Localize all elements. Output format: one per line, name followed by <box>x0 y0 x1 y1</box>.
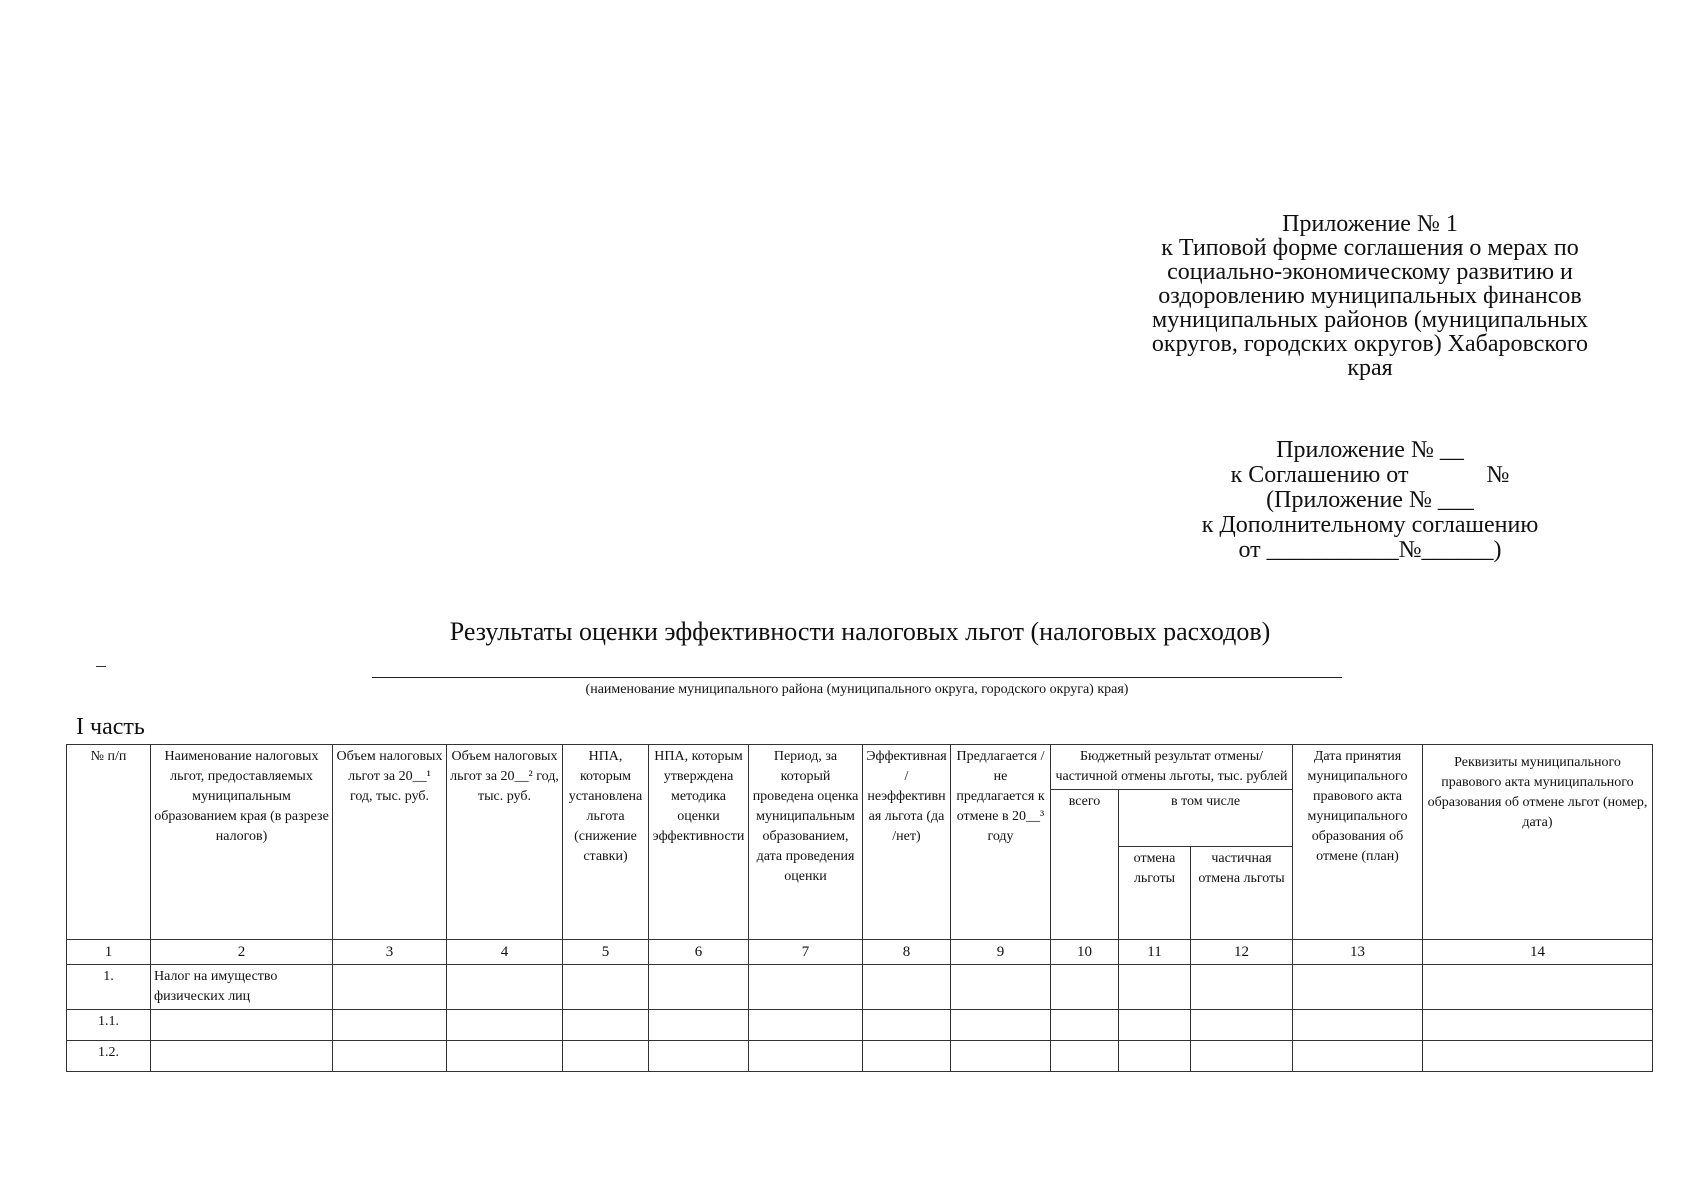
table-cell <box>1119 965 1191 1010</box>
table-cell <box>1051 965 1119 1010</box>
agreement-header <box>1140 438 1600 563</box>
table-cell <box>749 1041 863 1072</box>
agreement-line: к Дополнительному соглашению <box>1201 512 1539 538</box>
column-number: 3 <box>333 940 447 965</box>
table-cell <box>1423 965 1653 1010</box>
appendix-line: социально-экономическому развитию и <box>1167 259 1573 285</box>
header-col-npa-method: НПА, которым утверждена методика оценки эффективности <box>649 745 749 940</box>
appendix-line: округов, городских округов) Хабаровского <box>1151 331 1589 357</box>
table-cell <box>863 1010 951 1041</box>
header-col-effective: Эффективная / неэффективная льгота (да /нет) <box>863 745 951 940</box>
column-number: 14 <box>1423 940 1653 965</box>
table-cell <box>749 1010 863 1041</box>
table-cell <box>563 1010 649 1041</box>
row-benefit-name <box>151 1010 333 1041</box>
municipality-name-line <box>372 677 1342 678</box>
table-row <box>67 1041 1653 1072</box>
column-number: 8 <box>863 940 951 965</box>
row-benefit-name: Налог на имущество физических лиц <box>151 965 333 1010</box>
header-group-including: в том числе <box>1119 790 1293 847</box>
header-col-npa-benefit: НПА, которым установлена льгота (снижение ставки) <box>563 745 649 940</box>
table-cell <box>333 965 447 1010</box>
column-number: 10 <box>1051 940 1119 965</box>
header-col-act-details: Реквизиты муниципального правового акта муниципального образования об отмене льгот (номер, дата) <box>1423 745 1653 940</box>
document-title: Результаты оценки эффективности налоговых льгот (налоговых расходов) <box>449 617 1271 646</box>
table-cell <box>447 965 563 1010</box>
column-number: 2 <box>151 940 333 965</box>
table-cell <box>563 1041 649 1072</box>
table-cell <box>1423 1010 1653 1041</box>
agreement-line: к Соглашению от № <box>1230 462 1510 488</box>
column-number: 5 <box>563 940 649 965</box>
table-row <box>67 1010 1653 1041</box>
table-cell <box>951 1041 1051 1072</box>
table-cell <box>563 965 649 1010</box>
header-col-proposed: Предлагается / не предлагается к отмене в 20__³ году <box>951 745 1051 940</box>
row-number: 1.1. <box>67 1010 151 1041</box>
column-number: 13 <box>1293 940 1423 965</box>
agreement-line: Приложение № __ <box>1276 437 1464 463</box>
header-col-volume-1: Объем налоговых льгот за 20__¹ год, тыс. руб. <box>333 745 447 940</box>
margin-dash <box>96 666 106 667</box>
part-label: I часть <box>76 714 145 740</box>
table-cell <box>333 1010 447 1041</box>
header-col-date-planned: Дата принятия муниципального правового акта муниципального образования об отмене (план) <box>1293 745 1423 940</box>
agreement-line: (Приложение № ___ <box>1266 487 1474 513</box>
row-number: 1. <box>67 965 151 1010</box>
table-cell <box>649 1010 749 1041</box>
appendix-line: края <box>1347 355 1393 381</box>
table-cell <box>649 965 749 1010</box>
table-cell <box>1293 965 1423 1010</box>
appendix-line: Приложение № 1 <box>1282 211 1458 237</box>
column-number: 9 <box>951 940 1051 965</box>
municipality-name-hint: (наименование муниципального района (муниципального округа, городского округа) края) <box>585 682 1129 697</box>
table-cell <box>951 1010 1051 1041</box>
appendix-line: к Типовой форме соглашения о мерах по <box>1161 235 1579 261</box>
header-col-volume-2: Объем налоговых льгот за 20__² год, тыс. руб. <box>447 745 563 940</box>
table-cell <box>1191 1041 1293 1072</box>
header-col-number: № п/п <box>67 745 151 940</box>
table-cell <box>1423 1041 1653 1072</box>
column-number: 7 <box>749 940 863 965</box>
header-row <box>67 745 1653 790</box>
table-cell <box>1293 1010 1423 1041</box>
header-col-total: всего <box>1051 790 1119 940</box>
agreement-line: от ___________№______) <box>1238 537 1502 563</box>
table-cell <box>333 1041 447 1072</box>
table-cell <box>1191 965 1293 1010</box>
column-number: 6 <box>649 940 749 965</box>
appendix-line: оздоровлению муниципальных финансов <box>1158 283 1582 309</box>
table-row <box>67 965 1653 1010</box>
column-number: 4 <box>447 940 563 965</box>
table-cell <box>1191 1010 1293 1041</box>
column-number: 11 <box>1119 940 1191 965</box>
table-cell <box>951 965 1051 1010</box>
table-cell <box>649 1041 749 1072</box>
table-cell <box>749 965 863 1010</box>
table-cell <box>863 965 951 1010</box>
table-cell <box>1051 1010 1119 1041</box>
table-cell <box>1293 1041 1423 1072</box>
table-cell <box>863 1041 951 1072</box>
table-cell <box>1119 1041 1191 1072</box>
header-col-benefit-name: Наименование налоговых льгот, предоставляемых муниципальным образованием края (в разрезе налогов) <box>151 745 333 940</box>
table-cell <box>447 1041 563 1072</box>
tax-benefits-table <box>66 744 1653 1072</box>
column-number-row <box>67 940 1653 965</box>
header-col-period: Период, за который проведена оценка муниципальным образованием, дата проведения оценки <box>749 745 863 940</box>
column-number: 12 <box>1191 940 1293 965</box>
appendix-line: муниципальных районов (муниципальных <box>1152 307 1588 333</box>
column-number: 1 <box>67 940 151 965</box>
row-benefit-name <box>151 1041 333 1072</box>
appendix-header <box>1090 212 1650 380</box>
header-col-partial-cancel: частичная отмена льготы <box>1191 847 1293 940</box>
table-cell <box>1119 1010 1191 1041</box>
table-cell <box>1051 1041 1119 1072</box>
header-col-cancel: отмена льготы <box>1119 847 1191 940</box>
header-group-budget-result: Бюджетный результат отмены/частичной отмены льготы, тыс. рублей <box>1051 745 1293 790</box>
row-number: 1.2. <box>67 1041 151 1072</box>
table-cell <box>447 1010 563 1041</box>
